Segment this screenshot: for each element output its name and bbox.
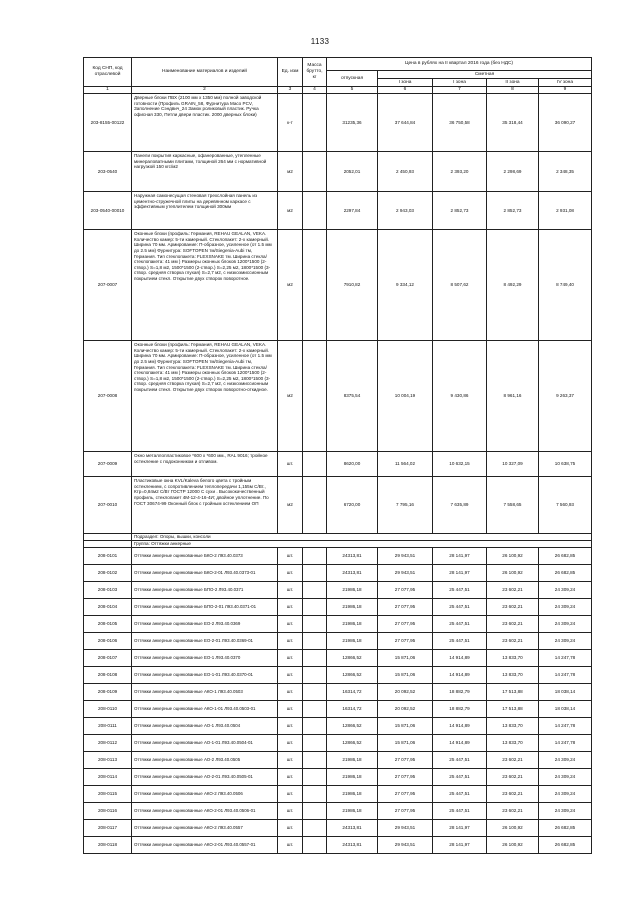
item-mass (303, 565, 327, 582)
item-mass (303, 701, 327, 718)
item-mass (303, 452, 327, 477)
price-table (83, 57, 592, 854)
item-mass (303, 616, 327, 633)
item-name: Оттяжки анкерные оцинкованные АО-2 Л93.40.0505 (132, 752, 278, 769)
item-mass (303, 786, 327, 803)
price-zone-2: 23 602,21 (487, 633, 539, 650)
price-release: 21986,18 (327, 786, 378, 803)
item-code: 208-0113 (84, 752, 132, 769)
price-release: 24313,81 (327, 820, 378, 837)
item-unit: шт. (278, 769, 303, 786)
item-name: Оттяжки анкерные оцинкованные БПО-2-01 Л93.40.0371-01 (132, 599, 278, 616)
item-code: 203-0540 (84, 152, 132, 192)
price-zone-4: 2 348,35 (539, 152, 592, 192)
item-unit: шт. (278, 684, 303, 701)
header-code: Код СНП, код отраслевой (84, 58, 132, 87)
item-mass (303, 650, 327, 667)
item-mass (303, 192, 327, 230)
price-release: 2297,84 (327, 192, 378, 230)
price-release: 16314,72 (327, 684, 378, 701)
column-number: 2 (132, 87, 278, 94)
price-zone-4: 14 247,78 (539, 650, 592, 667)
item-code: 208-0118 (84, 837, 132, 854)
item-name: Оконные блоки (профиль: Германия, REHAU GEALAN, VEKA. Количество камер: 5-ти камерный. Стеклопакет: 2-х камерный. Ширина 70 мм. Армирование: П-образное, усиленное (от 1.5 мм до 2.5 мм) Фурнитура: SOFTOPEN тм/Siegenia-Aubi тм, Германия. Тип стеклопакета: FLEXSNAKE тм. Ширина стекла/стеклопакета: 41 мм ) Размеры оконных блоков 1200*1500 (2-створ.) S=1,8 м2, 1500*1500 (2-створ.) S=2,25 м2, 1800*1500 (3-створ. средняя створка глухая) S=2,7 м2, с низкоэмиссионным покрытием стекл. Открытие двух створок поворотное. (132, 230, 278, 341)
price-zone-1b: 14 914,89 (433, 667, 487, 684)
item-code: 208-0104 (84, 599, 132, 616)
price-zone-2: 10 327,09 (487, 452, 539, 477)
price-zone-1: 27 077,95 (378, 599, 433, 616)
item-mass (303, 820, 327, 837)
price-zone-4: 18 038,14 (539, 684, 592, 701)
price-zone-4: 14 247,78 (539, 735, 592, 752)
item-mass (303, 769, 327, 786)
price-release: 24313,81 (327, 548, 378, 565)
item-mass (303, 341, 327, 452)
price-zone-1b: 25 447,51 (433, 633, 487, 650)
price-zone-1b: 10 632,15 (433, 452, 487, 477)
table-row (84, 616, 592, 633)
price-zone-4: 7 560,93 (539, 477, 592, 534)
item-unit: шт. (278, 565, 303, 582)
price-release: 12866,52 (327, 718, 378, 735)
price-zone-1b: 36 750,58 (433, 94, 487, 152)
item-unit: шт. (278, 650, 303, 667)
item-code: 208-0106 (84, 633, 132, 650)
price-zone-1b: 18 882,79 (433, 701, 487, 718)
item-unit: шт. (278, 735, 303, 752)
price-zone-2: 35 318,44 (487, 94, 539, 152)
section-title: Подраздел: Опоры, вышки, консоли (132, 534, 592, 541)
item-unit: шт. (278, 701, 303, 718)
table-row (84, 820, 592, 837)
price-zone-1: 7 795,16 (378, 477, 433, 534)
table-row (84, 837, 592, 854)
price-zone-1: 20 092,52 (378, 684, 433, 701)
item-code: 208-0110 (84, 701, 132, 718)
price-release: 8620,00 (327, 452, 378, 477)
price-release: 7910,82 (327, 230, 378, 341)
price-zone-4: 26 682,85 (539, 837, 592, 854)
item-name: Пластиковые окна KVL/Kaleva белого цвета с тройным остеклением, с сопротивлением теплопередачи 1,155м С/Вт., Ктр=0,84м2 С/Вт ГОСТР 12000 С сухи . Высококачественный профиль, стеклопакет 4М-12-4-16-4И; двойное уплотнение. По ГОСТ 30674-99 Оконный блок с тройным остеклением ОП (132, 477, 278, 534)
price-zone-2: 8 961,16 (487, 341, 539, 452)
price-zone-1: 27 077,95 (378, 769, 433, 786)
price-zone-4: 18 038,14 (539, 701, 592, 718)
item-code: 208-0105 (84, 616, 132, 633)
price-zone-1b: 25 447,51 (433, 752, 487, 769)
price-release: 21986,18 (327, 616, 378, 633)
item-code: 208-0117 (84, 820, 132, 837)
price-zone-2: 23 602,21 (487, 769, 539, 786)
price-release: 12866,52 (327, 735, 378, 752)
price-zone-1: 27 077,95 (378, 582, 433, 599)
item-mass (303, 230, 327, 341)
item-name: Оттяжки анкерные оцинкованные ЕО-1 Л93.40.0370 (132, 650, 278, 667)
table-row (84, 477, 592, 534)
empty-cell (84, 541, 132, 548)
price-zone-1b: 25 447,51 (433, 769, 487, 786)
price-zone-4: 26 682,85 (539, 548, 592, 565)
item-mass (303, 477, 327, 534)
price-zone-1b: 28 141,97 (433, 820, 487, 837)
price-zone-2: 26 100,92 (487, 548, 539, 565)
item-name: Окно металлопластиковое *600 х *600 мм., RAL 9016; тройное остекление с подоконником и отливом. (132, 452, 278, 477)
price-zone-2: 23 602,21 (487, 599, 539, 616)
price-zone-4: 24 309,24 (539, 769, 592, 786)
price-release: 24313,81 (327, 837, 378, 854)
price-zone-2: 23 602,21 (487, 582, 539, 599)
table-row (84, 565, 592, 582)
header-mass: Масса брутто, кг (303, 58, 327, 87)
price-zone-4: 24 309,24 (539, 582, 592, 599)
price-zone-1: 27 077,95 (378, 752, 433, 769)
price-zone-1b: 2 852,73 (433, 192, 487, 230)
price-zone-1: 20 092,52 (378, 701, 433, 718)
price-zone-1b: 28 141,97 (433, 837, 487, 854)
item-code: 208-0102 (84, 565, 132, 582)
item-code: 208-0112 (84, 735, 132, 752)
item-name: Оттяжки анкерные оцинкованные АКО-1-01 Л93.40.0503-01 (132, 701, 278, 718)
price-zone-4: 2 931,08 (539, 192, 592, 230)
price-zone-4: 8 749,40 (539, 230, 592, 341)
item-mass (303, 599, 327, 616)
item-mass (303, 803, 327, 820)
column-number: 1 (84, 87, 132, 94)
column-number: 4 (303, 87, 327, 94)
header-zone-4: IV зона (539, 79, 592, 87)
price-zone-1b: 28 141,97 (433, 548, 487, 565)
header-name: Наименование материалов и изделий (132, 58, 278, 87)
header-zone-2: II зона (487, 79, 539, 87)
item-unit: шт. (278, 803, 303, 820)
column-number: 9 (539, 87, 592, 94)
table-header (84, 58, 592, 94)
price-zone-4: 24 309,24 (539, 752, 592, 769)
price-zone-1: 2 943,03 (378, 192, 433, 230)
item-name: Оттяжки анкерные оцинкованные АО-2-01 Л93.40.0505-01 (132, 769, 278, 786)
item-code: 208-0107 (84, 650, 132, 667)
price-release: 6720,00 (327, 477, 378, 534)
item-unit: шт. (278, 548, 303, 565)
header-unit: Ед. изм (278, 58, 303, 87)
page-number: 1133 (310, 37, 330, 46)
item-code: 208-0114 (84, 769, 132, 786)
table-row (84, 341, 592, 452)
price-release: 21986,18 (327, 803, 378, 820)
table-row (84, 752, 592, 769)
table-body (84, 94, 592, 854)
price-zone-1: 29 943,51 (378, 565, 433, 582)
table-row (84, 803, 592, 820)
price-zone-1: 27 077,95 (378, 616, 433, 633)
item-mass (303, 152, 327, 192)
item-code: 208-0101 (84, 548, 132, 565)
item-mass (303, 837, 327, 854)
price-zone-1: 15 871,06 (378, 650, 433, 667)
price-zone-1: 29 943,51 (378, 548, 433, 565)
header-zone-1: I зона (378, 79, 433, 87)
item-mass (303, 94, 327, 152)
price-zone-2: 17 513,88 (487, 701, 539, 718)
item-name: Панели покрытия каркасные, офанерованные, утепленные минераловатными плитами, толщиной 264 мм с нормативной нагрузкой 150 кгс/м2 (132, 152, 278, 192)
price-zone-1b: 25 447,51 (433, 786, 487, 803)
table-row (84, 718, 592, 735)
item-code: 208-0111 (84, 718, 132, 735)
table-row (84, 599, 592, 616)
price-zone-4: 24 309,24 (539, 616, 592, 633)
price-zone-4: 36 090,27 (539, 94, 592, 152)
item-mass (303, 667, 327, 684)
price-release: 21986,18 (327, 769, 378, 786)
price-zone-1b: 25 447,51 (433, 616, 487, 633)
item-name: Оттяжки анкерные оцинкованные АО-1-01 Л93.40.0504-01 (132, 735, 278, 752)
item-code: 208-0109 (84, 684, 132, 701)
item-unit: шт. (278, 616, 303, 633)
price-zone-1: 37 644,84 (378, 94, 433, 152)
item-unit: шт. (278, 452, 303, 477)
table-row (84, 582, 592, 599)
price-zone-4: 9 263,37 (539, 341, 592, 452)
price-zone-2: 7 558,65 (487, 477, 539, 534)
item-code: 203-8155-00122 (84, 94, 132, 152)
item-name: Оттяжки анкерные оцинкованные АКО-2 Л93.40.0557 (132, 820, 278, 837)
price-release: 21986,18 (327, 752, 378, 769)
item-name: Оттяжки анкерные оцинкованные ЕО-2 Л93.40.0369 (132, 616, 278, 633)
price-zone-1b: 8 507,62 (433, 230, 487, 341)
item-mass (303, 582, 327, 599)
price-zone-1: 29 943,51 (378, 820, 433, 837)
item-unit: шт. (278, 633, 303, 650)
table-row (84, 633, 592, 650)
column-number: 6 (378, 87, 433, 94)
price-zone-2: 23 602,21 (487, 803, 539, 820)
item-unit: м2 (278, 152, 303, 192)
table-row (84, 534, 592, 541)
price-zone-2: 23 602,21 (487, 786, 539, 803)
item-name: Оттяжки анкерные оцинкованные АКО-2-01 Л93.40.0557-01 (132, 837, 278, 854)
item-unit: шт. (278, 752, 303, 769)
price-zone-2: 17 513,88 (487, 684, 539, 701)
item-name: Оттяжки анкерные оцинкованные АО-1 Л93.40.0504 (132, 718, 278, 735)
price-zone-2: 2 852,73 (487, 192, 539, 230)
table-row (84, 769, 592, 786)
price-zone-4: 24 309,24 (539, 633, 592, 650)
item-code: 207-0007 (84, 230, 132, 341)
empty-cell (84, 534, 132, 541)
price-zone-2: 23 602,21 (487, 752, 539, 769)
price-zone-1b: 14 914,89 (433, 718, 487, 735)
item-name: Наружная самонесущая стеновая трехслойная панель из цементно-стружечной плиты на деревянном каркасе с эффективным утеплителем толщиной 300мм (132, 192, 278, 230)
price-zone-1b: 14 914,89 (433, 735, 487, 752)
item-mass (303, 718, 327, 735)
item-code: 208-0115 (84, 786, 132, 803)
table-row (84, 452, 592, 477)
price-zone-1: 10 004,19 (378, 341, 433, 452)
item-name: Оттяжки анкерные оцинкованные АКО-2-01 Л93.40.0506-01 (132, 803, 278, 820)
table-row (84, 735, 592, 752)
item-mass (303, 633, 327, 650)
header-estimate: Сметная (378, 71, 592, 79)
item-unit: к-т (278, 94, 303, 152)
price-zone-2: 13 833,70 (487, 735, 539, 752)
item-mass (303, 548, 327, 565)
item-code: 208-0108 (84, 667, 132, 684)
item-unit: м2 (278, 192, 303, 230)
price-zone-1: 29 943,51 (378, 837, 433, 854)
item-unit: шт. (278, 820, 303, 837)
price-zone-1b: 25 447,51 (433, 582, 487, 599)
item-unit: шт. (278, 786, 303, 803)
item-name: Оттяжки анкерные оцинкованные ЕО-2-01 Л93.40.0369-01 (132, 633, 278, 650)
price-zone-1: 27 077,95 (378, 786, 433, 803)
price-zone-1b: 25 447,51 (433, 599, 487, 616)
price-zone-2: 2 298,69 (487, 152, 539, 192)
price-release: 12866,52 (327, 650, 378, 667)
item-name: Оттяжки анкерные оцинкованные ЕО-1-01 Л93.40.0370-01 (132, 667, 278, 684)
item-unit: шт. (278, 582, 303, 599)
price-zone-1: 2 450,93 (378, 152, 433, 192)
price-zone-2: 13 833,70 (487, 650, 539, 667)
item-name: Оконные блоки (профиль: Германия, REHAU GEALAN, VEKA. Количество камер: 5-ти камерный. Стеклопакет: 2-х камерный. Ширина 70 мм. Армирование: П-образное, усиленное (от 1.5 мм до 2.5 мм) Фурнитура: SOFTOPEN тм/Siegenia-Aubi тм, Германия. Тип стеклопакета: FLEXSNAKE тм. Ширина стекла/стеклопакета: 41 мм ) Размеры оконных блоков 1200*1500 (2-створ.) S=1,8 м2, 1500*1500 (2-створ.) S=2,25 м2, 1800*1500 (3-створ. средняя створка глухая) S=2,7 м2, с низкоэмиссионным покрытием стекл. Открытие двух створок поворотно-откидное. (132, 341, 278, 452)
price-zone-1b: 14 914,89 (433, 650, 487, 667)
price-zone-4: 26 682,85 (539, 565, 592, 582)
item-code: 208-0116 (84, 803, 132, 820)
price-zone-1: 27 077,95 (378, 633, 433, 650)
price-zone-1b: 9 430,86 (433, 341, 487, 452)
item-mass (303, 735, 327, 752)
table-row (84, 548, 592, 565)
item-unit: шт. (278, 599, 303, 616)
column-number: 3 (278, 87, 303, 94)
table-row (84, 94, 592, 152)
item-unit: м2 (278, 230, 303, 341)
header-zone-1b: I зона (433, 79, 487, 87)
price-zone-2: 26 100,92 (487, 820, 539, 837)
column-number: 5 (327, 87, 378, 94)
price-release: 12866,52 (327, 667, 378, 684)
header-price-group: Цена в рублях на II квартал 2016 года (без НДС) (327, 58, 592, 71)
table-row (84, 650, 592, 667)
group-title: Группа: Оттяжки анкерные (132, 541, 592, 548)
table-row (84, 701, 592, 718)
price-release: 24313,81 (327, 565, 378, 582)
header-release: отпускная (327, 71, 378, 87)
price-release: 16314,72 (327, 701, 378, 718)
price-zone-1: 27 077,95 (378, 803, 433, 820)
item-name: Оттяжки анкерные оцинкованные БКО-2-01 Л93.40.0373-01 (132, 565, 278, 582)
item-unit: шт. (278, 837, 303, 854)
price-zone-1b: 18 882,79 (433, 684, 487, 701)
price-zone-4: 24 309,24 (539, 786, 592, 803)
column-number: 7 (433, 87, 487, 94)
price-release: 21986,18 (327, 633, 378, 650)
item-mass (303, 684, 327, 701)
price-zone-2: 13 833,70 (487, 718, 539, 735)
table-row (84, 684, 592, 701)
item-unit: шт. (278, 718, 303, 735)
price-zone-2: 26 100,92 (487, 837, 539, 854)
price-zone-4: 26 682,85 (539, 820, 592, 837)
price-zone-1: 9 334,12 (378, 230, 433, 341)
price-zone-1b: 25 447,51 (433, 803, 487, 820)
item-code: 207-0010 (84, 477, 132, 534)
price-zone-2: 8 492,29 (487, 230, 539, 341)
price-zone-1b: 2 393,20 (433, 152, 487, 192)
item-unit: м2 (278, 341, 303, 452)
price-release: 21986,18 (327, 582, 378, 599)
price-zone-1: 15 871,06 (378, 718, 433, 735)
price-zone-4: 10 638,75 (539, 452, 592, 477)
item-name: Дверные блоки ПВХ (2100 мм х 1350 мм) полной заводской готовности (Профиль GRAIN_58, Фурнитура Maco PCV, Заполнение Сэндвич_24 Замок роликовый пластик. Ручка офисная 330, Петли двери пластик. 2000 дверных блоки) (132, 94, 278, 152)
column-number: 8 (487, 87, 539, 94)
item-name: Оттяжки анкерные оцинкованные БПО-2 Л93.40.0371 (132, 582, 278, 599)
table-row (84, 541, 592, 548)
table-row (84, 230, 592, 341)
table-row (84, 152, 592, 192)
price-zone-4: 14 247,78 (539, 667, 592, 684)
price-zone-2: 23 602,21 (487, 616, 539, 633)
price-zone-4: 14 247,78 (539, 718, 592, 735)
price-release: 2052,01 (327, 152, 378, 192)
price-release: 21986,18 (327, 599, 378, 616)
table-row (84, 667, 592, 684)
item-name: Оттяжки анкерные оцинкованные БКО-2 Л93.40.0373 (132, 548, 278, 565)
item-name: Оттяжки анкерные оцинкованные АКО-1 Л93.40.0503 (132, 684, 278, 701)
item-code: 208-0103 (84, 582, 132, 599)
item-code: 203-0540-00010 (84, 192, 132, 230)
price-release: 8375,54 (327, 341, 378, 452)
table-row (84, 786, 592, 803)
price-zone-2: 26 100,92 (487, 565, 539, 582)
price-zone-4: 24 309,24 (539, 803, 592, 820)
item-mass (303, 752, 327, 769)
item-unit: шт. (278, 667, 303, 684)
price-release: 31235,36 (327, 94, 378, 152)
price-zone-1: 11 564,02 (378, 452, 433, 477)
price-zone-1b: 7 635,89 (433, 477, 487, 534)
item-unit: м2 (278, 477, 303, 534)
item-name: Оттяжки анкерные оцинкованные АКО-2 Л93.40.0506 (132, 786, 278, 803)
table-row (84, 192, 592, 230)
price-zone-4: 24 309,24 (539, 599, 592, 616)
price-zone-1: 15 871,06 (378, 735, 433, 752)
price-zone-1: 15 871,06 (378, 667, 433, 684)
item-code: 207-0008 (84, 341, 132, 452)
price-zone-2: 13 833,70 (487, 667, 539, 684)
price-zone-1b: 28 141,97 (433, 565, 487, 582)
item-code: 207-0009 (84, 452, 132, 477)
